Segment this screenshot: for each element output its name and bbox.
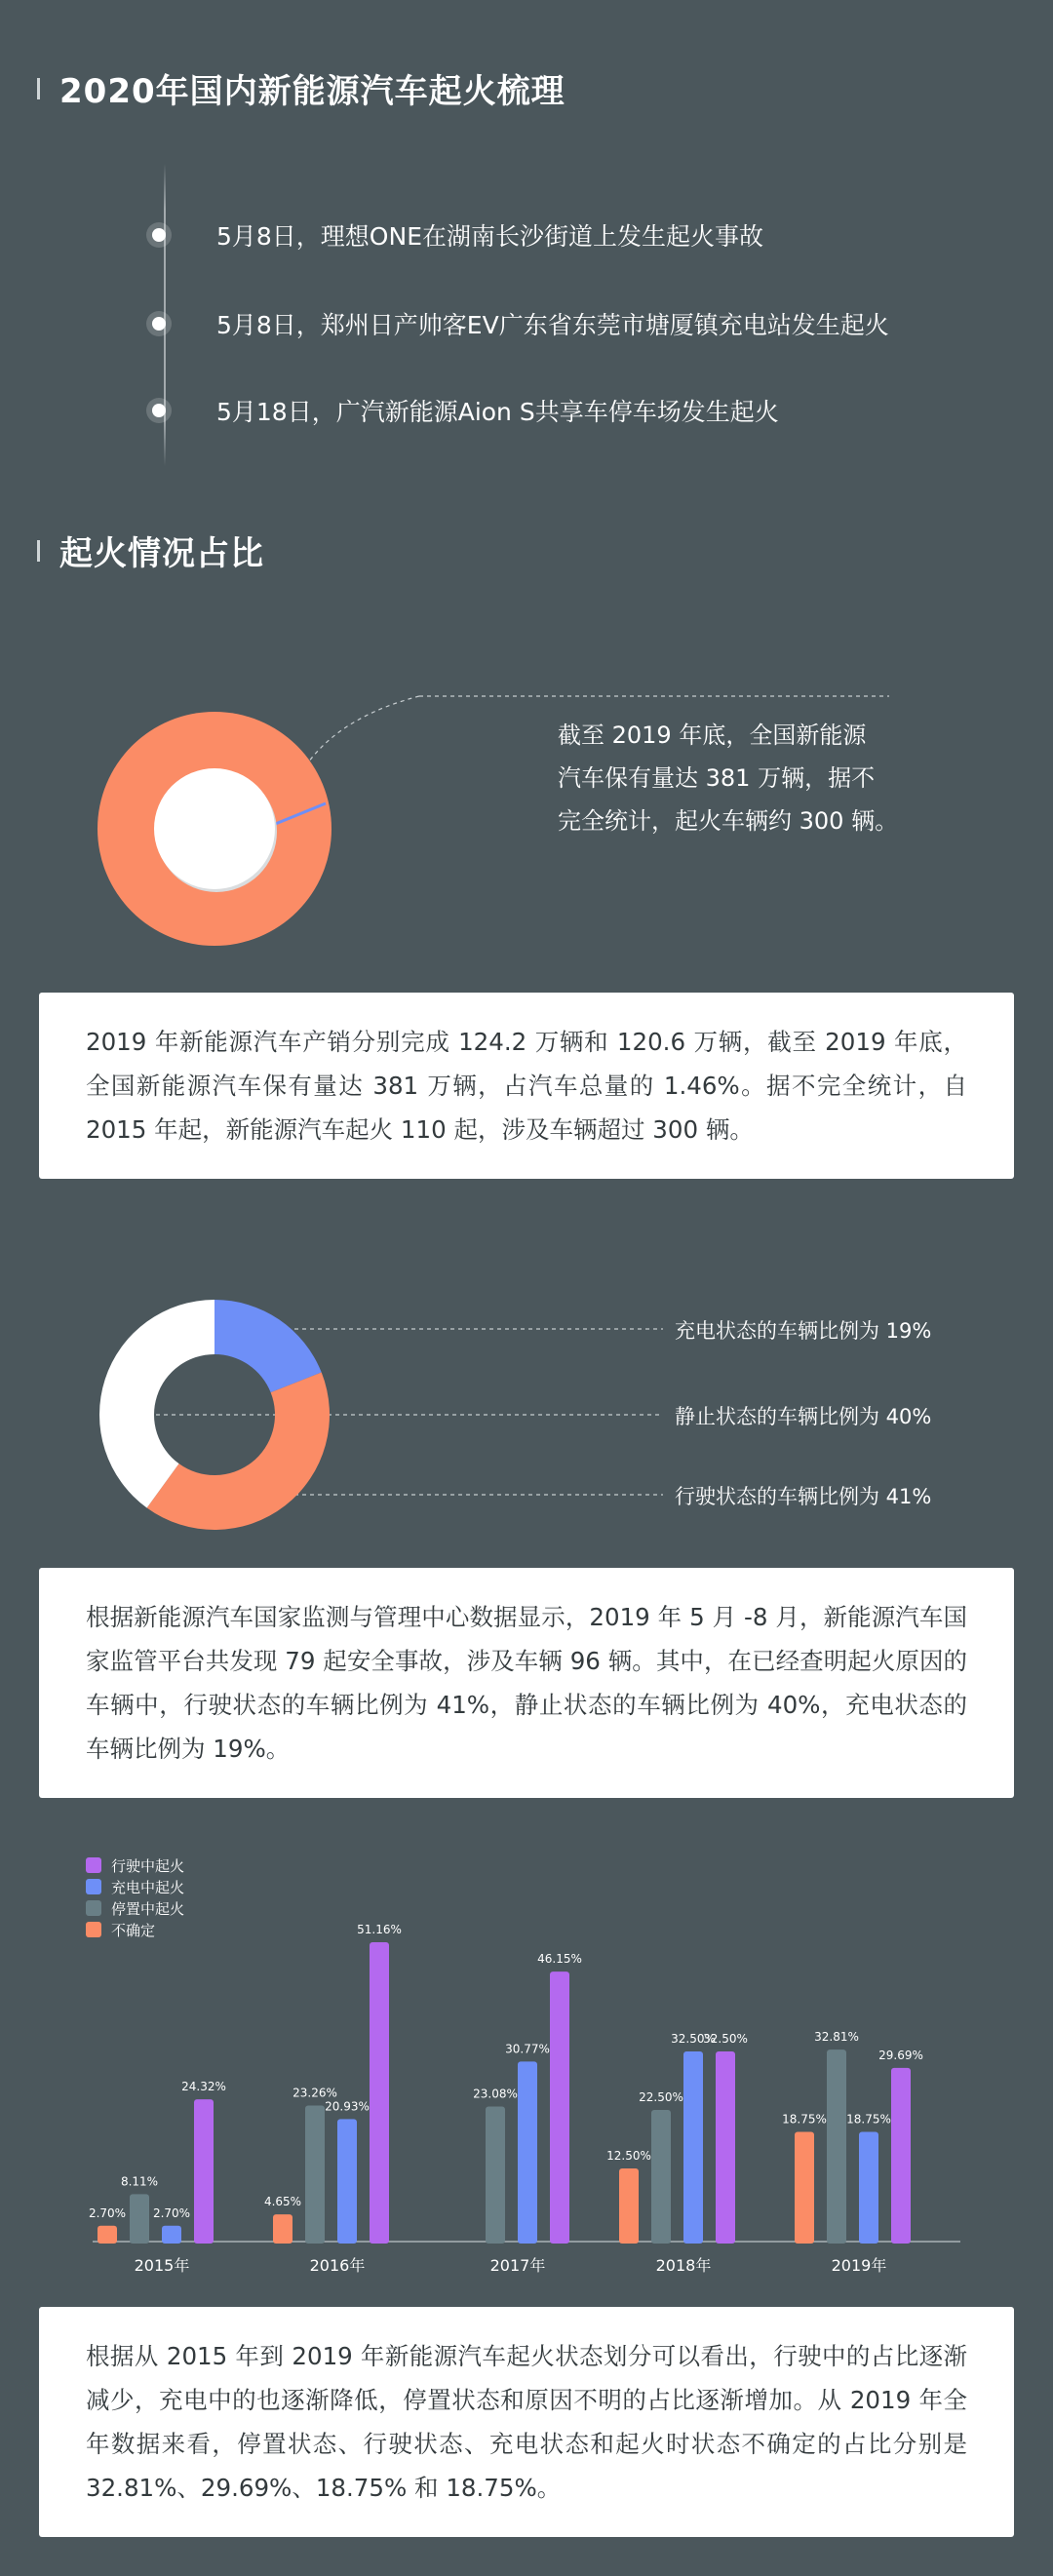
section-title: 2020年国内新能源汽车起火梳理: [59, 72, 566, 111]
label-parked-share: 静止状态的车辆比例为 40%: [675, 1405, 932, 1428]
timeline-item: [152, 217, 763, 253]
bar: [98, 2226, 117, 2244]
data-label: 22.50%: [639, 2090, 683, 2104]
bar: [827, 2049, 846, 2244]
bar: [683, 2051, 703, 2244]
note-line: 截至 2019 年底，全国新能源: [558, 722, 867, 749]
label-driving-share: 行驶状态的车辆比例为 41%: [675, 1485, 932, 1508]
data-label: 32.50%: [703, 2032, 748, 2046]
donut-hole: [154, 768, 275, 889]
data-label: 32.50%: [671, 2032, 716, 2046]
section-header-fire-share: [37, 527, 264, 574]
data-label: 46.15%: [537, 1952, 582, 1967]
label-charging-share: 充电状态的车辆比例为 19%: [675, 1319, 932, 1343]
legend-label: 充电中起火: [111, 1879, 185, 1896]
donut-slice-1: [214, 1300, 322, 1392]
x-tick-label: 2015年: [134, 2256, 190, 2275]
data-label: 24.32%: [181, 2080, 226, 2094]
data-label: 18.75%: [846, 2112, 891, 2127]
bar: [273, 2214, 292, 2244]
x-tick-label: 2017年: [489, 2256, 546, 2275]
yearly-fire-state-bar-chart: [0, 1843, 1053, 2291]
note-line: 汽车保有量达 381 万辆，据不: [558, 764, 876, 792]
bar: [162, 2226, 181, 2244]
bar: [518, 2061, 537, 2244]
bar: [859, 2132, 878, 2244]
bar: [370, 1942, 389, 2244]
note-line: 完全统计，起火车辆约 300 辆。: [558, 807, 899, 835]
ownership-note: [558, 714, 898, 842]
bar: [619, 2168, 639, 2244]
bar: [716, 2051, 735, 2244]
x-tick-label: 2019年: [831, 2256, 887, 2275]
legend-label: 停置中起火: [111, 1900, 185, 1918]
legend-swatch: [86, 1857, 101, 1873]
bar: [130, 2194, 149, 2244]
info-card-trend: 根据从 2015 年到 2019 年新能源汽车起火状态划分可以看出，行驶中的占比逐渐减少，充电中的也逐渐降低，停置状态和原因不明的占比逐渐增加。从 2019 年全年数据来看，停置状态、行驶状态、充电状态和起火时状态不确定的占比分别是 32.81%、29.69%、18.75% 和 18.75%。: [39, 2307, 1014, 2537]
donut-slice-2: [147, 1373, 330, 1530]
legend-label: 行驶中起火: [111, 1857, 185, 1875]
bar: [337, 2119, 357, 2244]
timeline-event-text: 5月18日，广汽新能源Aion S共享车停车场发生起火: [216, 398, 779, 426]
data-label: 23.26%: [292, 2086, 337, 2100]
bar: [651, 2110, 671, 2244]
legend-label: 不确定: [111, 1922, 156, 1939]
x-tick-label: 2016年: [309, 2256, 366, 2275]
section-title: 起火情况占比: [59, 534, 264, 573]
legend-swatch: [86, 1900, 101, 1916]
section-marker: [37, 78, 40, 99]
legend-swatch: [86, 1879, 101, 1894]
data-label: 29.69%: [878, 2048, 923, 2062]
timeline-event-text: 5月8日，郑州日产帅客EV广东省东莞市塘厦镇充电站发生起火: [216, 311, 889, 339]
data-label: 18.75%: [782, 2112, 827, 2127]
bar: [891, 2068, 911, 2244]
data-label: 12.50%: [606, 2149, 651, 2163]
timeline-item: [152, 393, 779, 428]
bar: [194, 2099, 214, 2244]
info-card-ownership: 2019 年新能源汽车产销分别完成 124.2 万辆和 120.6 万辆，截至 2019 年底，全国新能源汽车保有量达 381 万辆，占汽车总量的 1.46%。据不完全统计，自 2015 年起，新能源汽车起火 110 起，涉及车辆超过 300 辆。: [39, 993, 1014, 1179]
bar: [305, 2105, 325, 2244]
bar: [795, 2132, 814, 2244]
legend-swatch: [86, 1922, 101, 1937]
timeline-dot: [152, 404, 166, 417]
data-label: 8.11%: [120, 2174, 159, 2189]
section-marker: [37, 540, 40, 562]
bar: [486, 2107, 505, 2244]
data-label: 23.08%: [473, 2087, 518, 2101]
info-card-fire-state: 根据新能源汽车国家监测与管理中心数据显示，2019 年 5 月 -8 月，新能源汽车国家监管平台共发现 79 起安全事故，涉及车辆 96 辆。其中，在已经查明起火原因的车辆中，行驶状态的车辆比例为 41%，静止状态的车辆比例为 40%，充电状态的车辆比例为 19%。: [39, 1568, 1014, 1798]
data-label: 51.16%: [357, 1923, 402, 1937]
x-tick-label: 2018年: [655, 2256, 712, 2275]
data-label: 4.65%: [263, 2195, 302, 2209]
data-label: 2.70%: [88, 2205, 127, 2220]
timeline-item: [152, 306, 889, 341]
data-label: 20.93%: [325, 2099, 370, 2114]
data-label: 2.70%: [152, 2205, 191, 2220]
data-label: 30.77%: [505, 2042, 550, 2056]
data-label: 32.81%: [814, 2030, 859, 2045]
timeline-dot: [152, 228, 166, 242]
bar: [550, 1971, 569, 2244]
section-header-fires-2020: [37, 64, 566, 112]
timeline-dot: [152, 317, 166, 331]
timeline-event-text: 5月8日，理想ONE在湖南长沙街道上发生起火事故: [216, 222, 763, 251]
